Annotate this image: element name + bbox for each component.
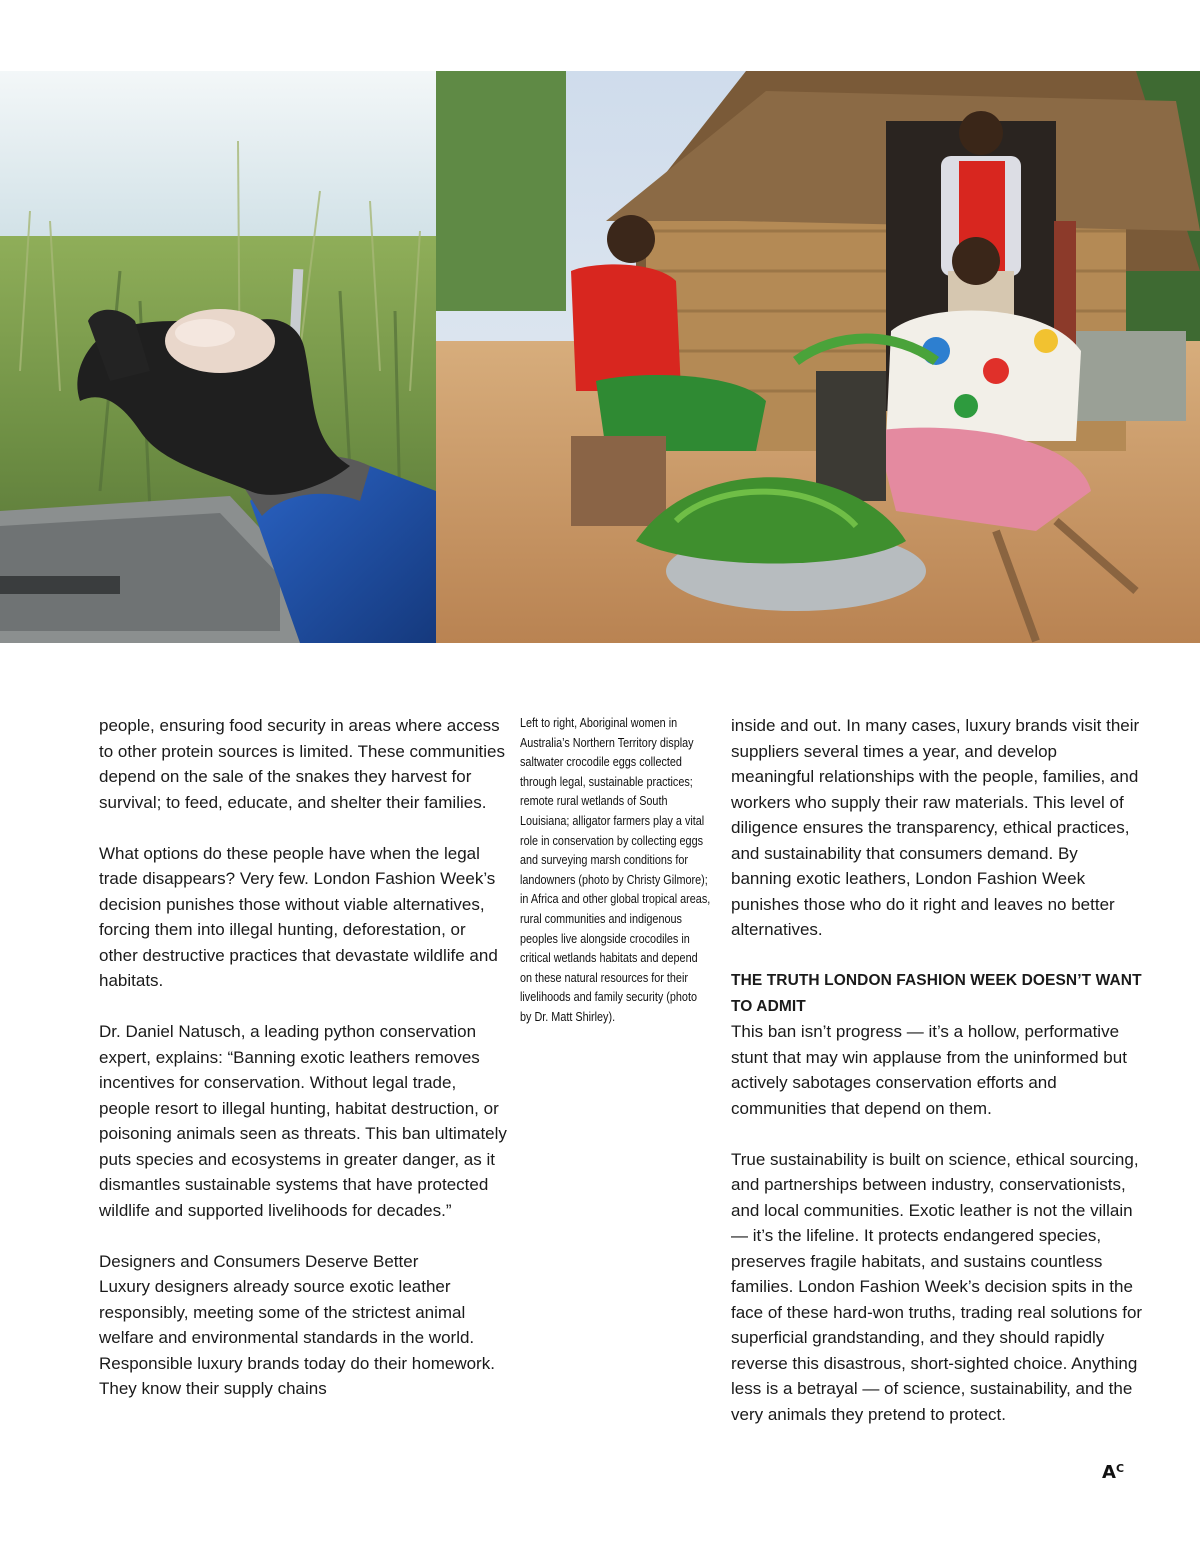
village-photo-illustration: [436, 71, 1200, 643]
logo-superscript: C: [1115, 1462, 1125, 1475]
logo-letter: A: [1102, 1462, 1116, 1483]
photo-caption: Left to right, Aboriginal women in Australia’s Northern Territory display saltwater crocodile eggs collected through legal, sustainable practices; remote rural wetlands of South Louisiana; alligator farmers play a vital role in conservation by collecting eggs and surveying marsh conditions for landowners (photo by Christy Gilmore); in Africa and other global tropical areas, rural communities and indigenous peoples live alongside crocodiles in critical wetlands habitats and depend on these natural resources for their livelihoods and family security (photo by Dr. Matt Shirley).: [520, 716, 711, 1024]
egg-photo-illustration: [0, 71, 436, 643]
photo-village-women: [436, 71, 1200, 643]
paragraph: What options do these people have when the legal trade disappears? Very few. London Fashion Week’s decision punishes those without viable alternatives, forcing them into illegal hunting, deforestation, or other destructive practices that devastate wildlife and habitats.: [99, 843, 498, 990]
paragraph: people, ensuring food security in areas where access to other protein sources is limited. These communities depend on the sale of the snakes they harvest for survival; to feed, educate, and shelter their families.: [99, 716, 505, 812]
section-subheading: Designers and Consumers Deserve Better: [99, 1251, 419, 1271]
paragraph: True sustainability is built on science, ethical sourcing, and partnerships between industry, conservationists, and local communities. Exotic leather is not the villain — it’s the lifeline. It protects endangered species, preserves fragile habitats, and sustains countless families. London Fashion Week’s decision spits in the face of these hard-won truths, trading real solutions for superficial grandstanding, and they should rapidly reverse this disastrous, short-sighted choice. Anything less is a betrayal — of science, sustainability, and the very animals they pretend to protect.: [731, 1149, 1143, 1424]
publication-logo: [1102, 1462, 1124, 1483]
paragraph: Luxury designers already source exotic leather responsibly, meeting some of the strictest animal welfare and environmental standards in the world. Responsible luxury brands today do their homework. They know their supply chains: [99, 1277, 495, 1398]
article-column-left: [99, 713, 509, 1427]
paragraph: This ban isn’t progress — it’s a hollow, performative stunt that may win applause from the uninformed but actively sabotages conservation efforts and communities that depend on them.: [731, 1022, 1127, 1118]
paragraph: inside and out. In many cases, luxury brands visit their suppliers several times a year, and develop meaningful relationships with the people, families, and workers who supply their raw materials. This level of diligence ensures the transparency, ethical practices, and sustainability that consumers demand. By banning exotic leathers, London Fashion Week punishes those who do it right and leaves no better alternatives.: [731, 716, 1140, 939]
section-heading: THE TRUTH LONDON FASHION WEEK DOESN’T WANT TO ADMIT: [731, 972, 1142, 1015]
quote-paragraph: Dr. Daniel Natusch, a leading python conservation expert, explains: “Banning exotic leathers removes incentives for conservation. Without legal trade, people resort to illegal hunting, habitat destruction, or poisoning animals seen as threats. This ban ultimately puts species and ecosystems in greater danger, as it dismantles sustainable systems that have protected wildlife and supported livelihoods for decades.”: [99, 1022, 507, 1220]
photo-egg-in-hand: [0, 71, 436, 643]
article-column-right: [731, 713, 1143, 1427]
